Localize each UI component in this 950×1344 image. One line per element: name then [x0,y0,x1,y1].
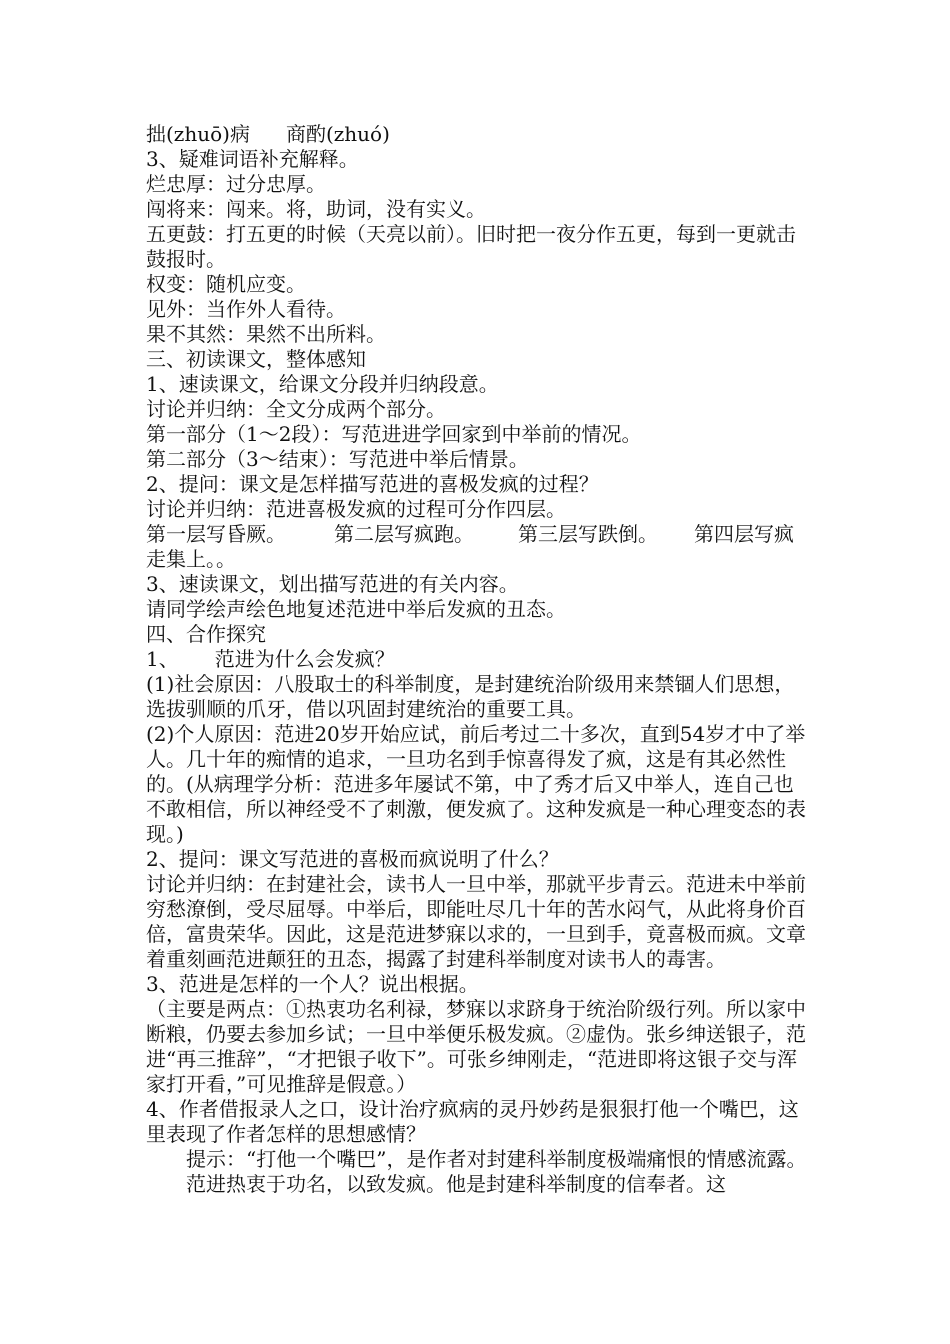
character-answer: （主要是两点：①热衷功名利禄，梦寐以求跻身于统治阶级行列。所以家中断粮，仍要去参加乡试；一旦中举便乐极发疯。②虚伪。张乡绅送银子，范进“再三推辞”，“才把银子收下”。可张乡绅刚走，“范进即将这银子交与浑家打开看，”可见推辞是假意。） [146,997,806,1096]
vocab-guobuqiran: 果不其然：果然不出所料。 [146,322,386,346]
document-body [146,122,810,1197]
explore-question-4: 4、作者借报录人之口，设计治疗疯病的灵丹妙药是狠狠打他一个嘴巴，这里表现了作者怎样的思想感情？ [146,1097,799,1146]
explore-question-3: 3、范进是怎样的一个人？说出根据。 [146,972,479,996]
vocab-jianwai: 见外：当作外人看待。 [146,297,346,321]
layer-2: 第二层写疯跑。 [334,522,474,546]
section-heading-4: 四、合作探究 [146,622,266,646]
vocab-chuangjianglai: 闯将来：闯来。将，助词，没有实义。 [146,197,486,221]
layer-3: 第三层写跌倒。 [518,522,658,546]
explore-question-1 [146,647,810,672]
pinyin-shang-zhuo: 商酌(zhuó) [285,122,390,146]
question-1: 1、速读课文，给课文分段并归纳段意。 [146,372,499,396]
part-one: 第一部分（1～2段）：写范进进学回家到中举前的情况。 [146,422,642,446]
personal-reason: (2)个人原因：范进20岁开始应试，前后考过二十多次，直到54岁才中了举人。几十年的痴情的追求，一旦功名到手惊喜得发了疯，这是有其必然性的。(从病理学分析：范进多年屡试不第，中了秀才后又中举人，连自己也不敢相信，所以神经受不了刺激，便发疯了。这种发疯是一种心理变态的表现。) [146,722,806,846]
discussion-answer: 讨论并归纳：在封建社会，读书人一旦中举，那就平步青云。范进未中举前穷愁潦倒，受尽屈辱。中举后，即能吐尽几十年的苦水闷气，从此将身价百倍，富贵荣华。因此，这是范进梦寐以求的，一旦到手，竟喜极而疯。文章着重刻画范进颠狂的丑态，揭露了封建科举制度对读书人的毒害。 [146,872,806,971]
vocab-lanzhonghou: 烂忠厚：过分忠厚。 [146,172,326,196]
question-text: 范进为什么会发疯？ [214,647,395,671]
hint-text: 提示：“打他一个嘴巴”，是作者对封建科举制度极端痛恨的情感流露。范进热衷于功名，以致发疯。他是封建科举制度的信奉者。这 [186,1147,807,1196]
pinyin-zhuo-bing: 拙(zhuō)病 [146,122,250,146]
question-3: 3、速读课文，划出描写范进的有关内容。 [146,572,519,596]
pinyin-line [146,122,810,147]
part-two: 第二部分（3～结束）：写范进中举后情景。 [146,447,529,471]
question-number: 1、 [146,647,179,671]
layers-list [146,522,810,572]
discussion-text: 讨论并归纳：范进喜极发疯的过程可分作四层。 [146,497,566,521]
discussion-text: 讨论并归纳：全文分成两个部分。 [146,397,446,421]
vocab-quanbian: 权变：随机应变。 [146,272,306,296]
section-heading-3: 三、初读课文，整体感知 [146,347,366,371]
social-reason: (1)社会原因：八股取士的科举制度，是封建统治阶级用来禁锢人们思想，选拔驯顺的爪牙，借以巩固封建统治的重要工具。 [146,672,795,721]
question-2: 2、提问：课文是怎样描写范进的喜极发疯的过程？ [146,472,599,496]
layer-1: 第一层写昏厥。 [146,522,286,546]
section-heading-vocabulary: 3、疑难词语补充解释。 [146,147,359,171]
instruction-text: 请同学绘声绘色地复述范进中举后发疯的丑态。 [146,597,566,621]
layer-4: 第四层写疯走集上。。 [146,522,794,571]
vocab-wugenggu: 五更鼓：打五更的时候（天亮以前）。旧时把一夜分作五更，每到一更就击鼓报时。 [146,222,796,271]
explore-question-2: 2、提问：课文写范进的喜极而疯说明了什么？ [146,847,559,871]
